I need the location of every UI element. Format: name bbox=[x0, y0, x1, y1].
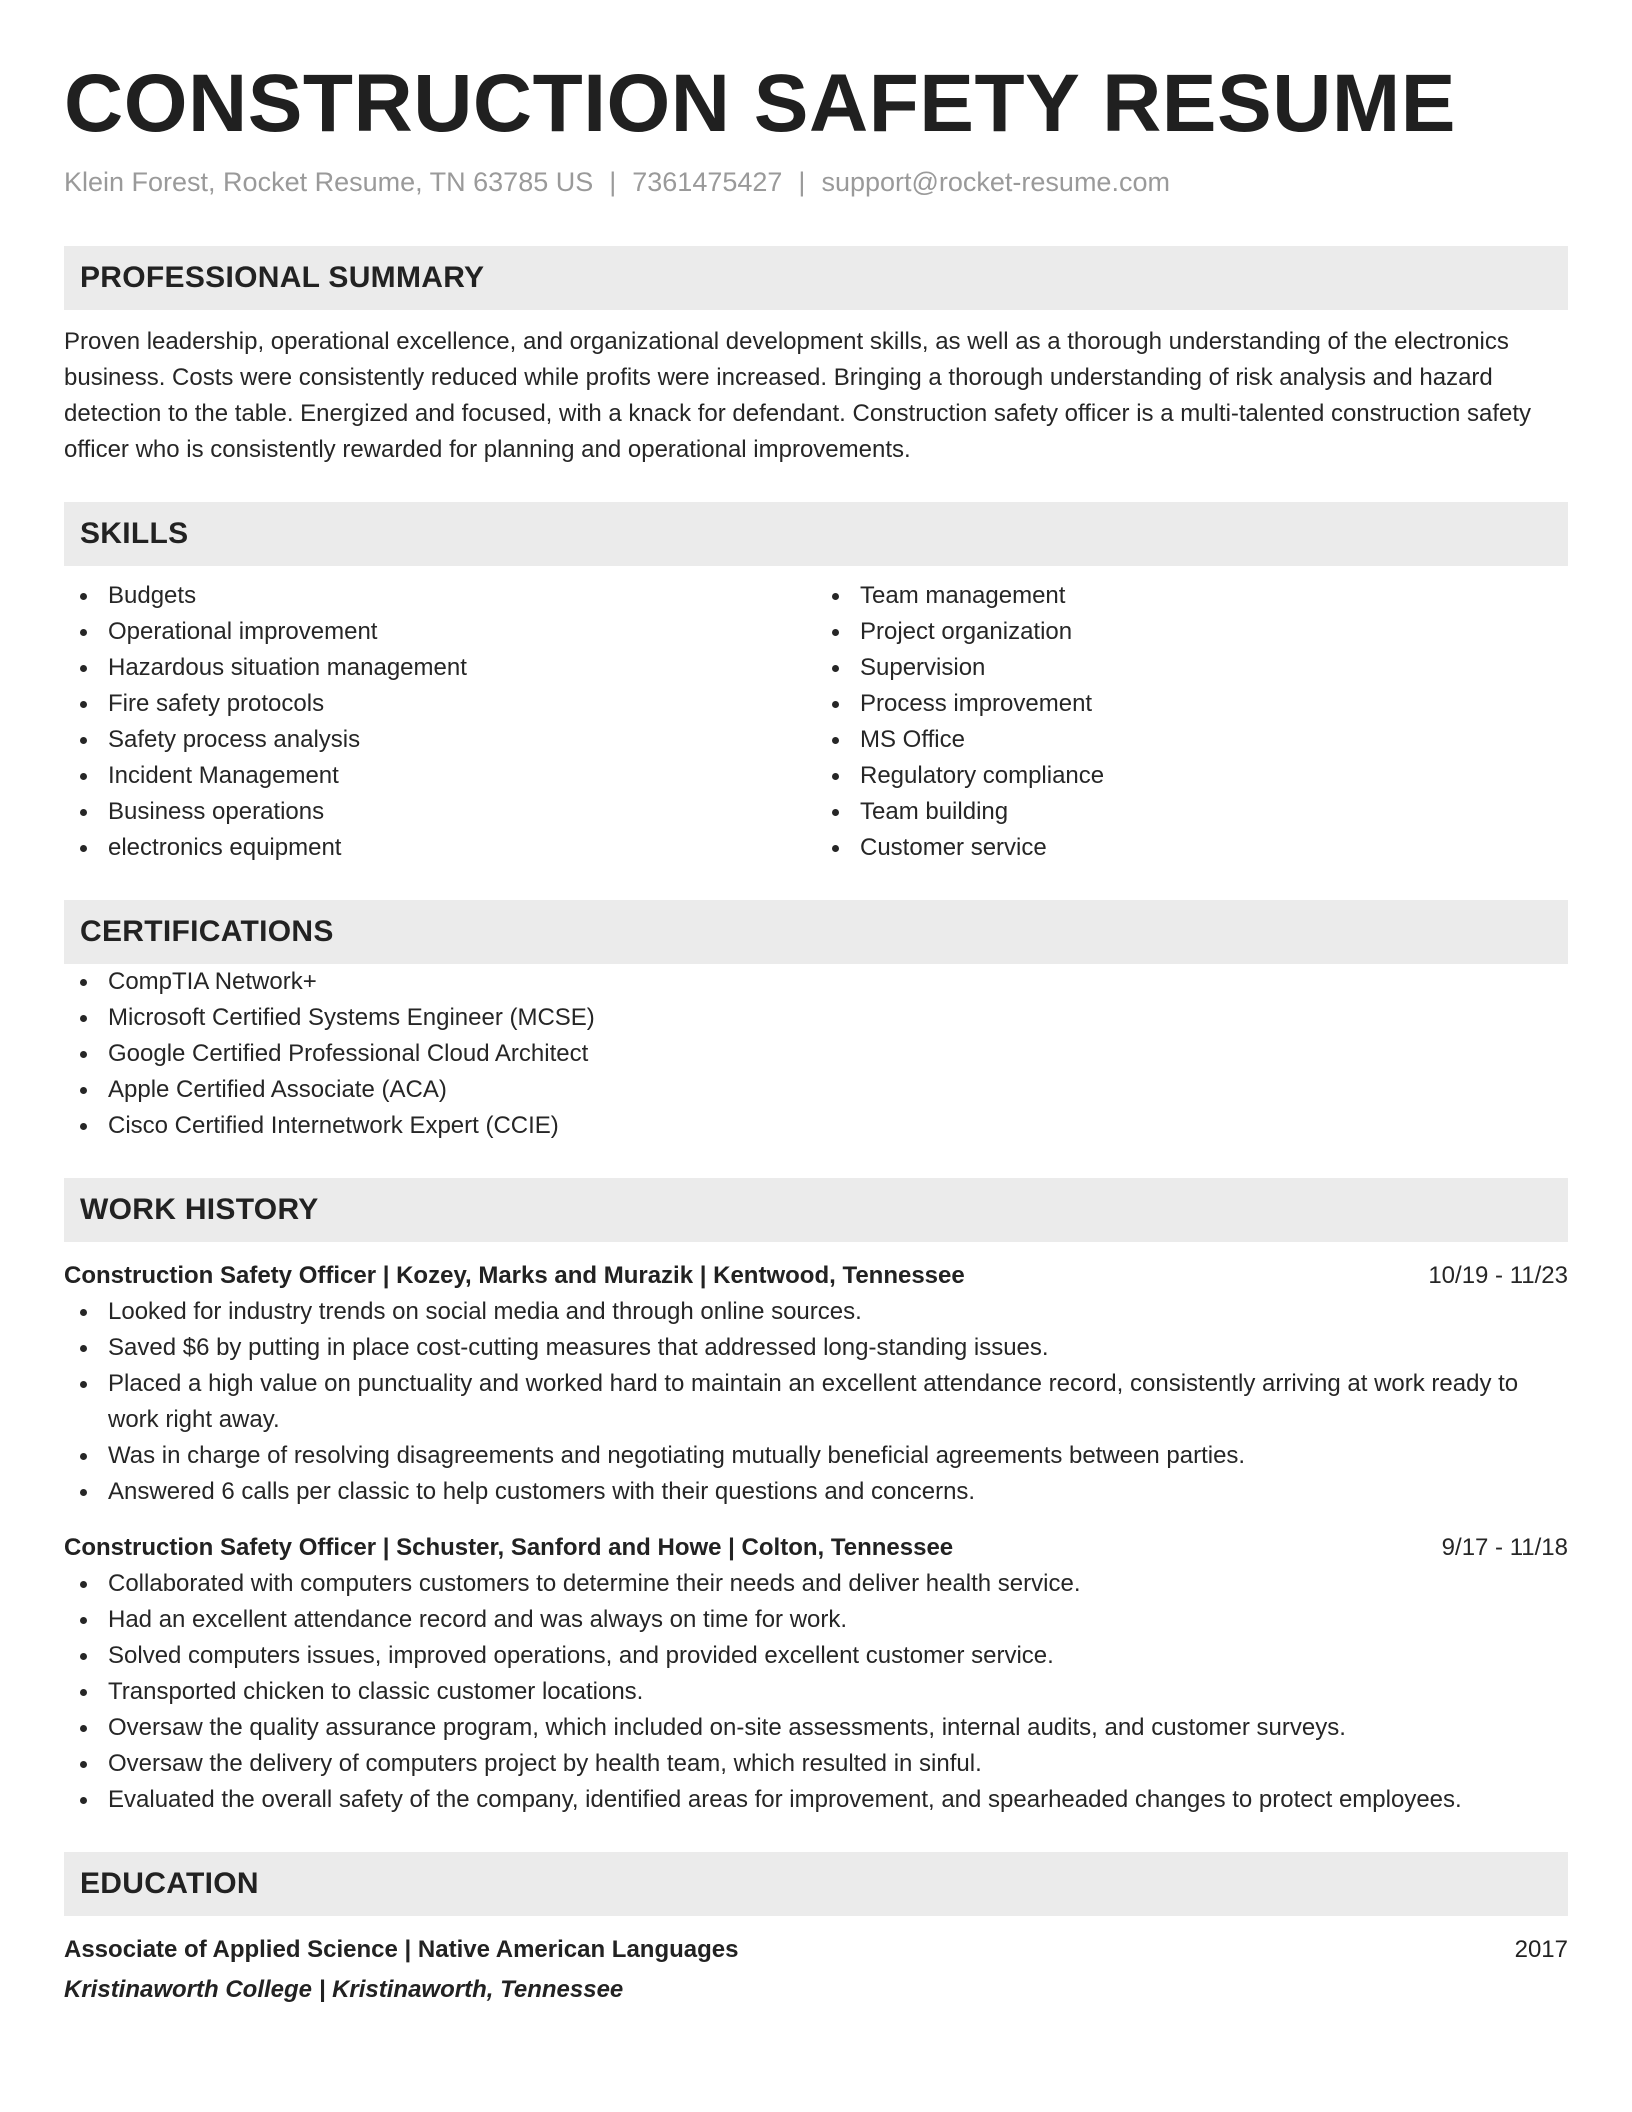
skill-item: Hazardous situation management bbox=[64, 650, 816, 686]
education-section bbox=[64, 1852, 1568, 2008]
skill-item: electronics equipment bbox=[64, 830, 816, 866]
certifications-list bbox=[64, 964, 1568, 1144]
skill-item: Regulatory compliance bbox=[816, 758, 1568, 794]
summary-section bbox=[64, 246, 1568, 468]
skill-item: Customer service bbox=[816, 830, 1568, 866]
work-history-section bbox=[64, 1178, 1568, 1818]
skills-heading: SKILLS bbox=[64, 502, 1568, 566]
skill-item: Team management bbox=[816, 578, 1568, 614]
skill-item: Fire safety protocols bbox=[64, 686, 816, 722]
work-history-heading: WORK HISTORY bbox=[64, 1178, 1568, 1242]
skill-item: Process improvement bbox=[816, 686, 1568, 722]
certification-item: Cisco Certified Internetwork Expert (CCIE) bbox=[64, 1108, 1568, 1144]
skill-item: MS Office bbox=[816, 722, 1568, 758]
job-duty: Collaborated with computers customers to determine their needs and deliver health service. bbox=[64, 1566, 1568, 1602]
skills-list-right bbox=[816, 578, 1568, 866]
job-dates: 10/19 - 11/23 bbox=[1428, 1262, 1568, 1289]
job-duty: Was in charge of resolving disagreements and negotiating mutually beneficial agreements between parties. bbox=[64, 1438, 1568, 1474]
resume-title: CONSTRUCTION SAFETY RESUME bbox=[64, 58, 1456, 149]
job-duty: Looked for industry trends on social media and through online sources. bbox=[64, 1294, 1568, 1330]
education-degree: Associate of Applied Science | Native American Languages bbox=[64, 1936, 739, 1963]
contact-phone: 7361475427 bbox=[632, 167, 783, 197]
education-heading: EDUCATION bbox=[64, 1852, 1568, 1916]
skills-section bbox=[64, 502, 1568, 866]
job-duty: Transported chicken to classic customer locations. bbox=[64, 1674, 1568, 1710]
job-entry bbox=[64, 1258, 1568, 1510]
skill-item: Incident Management bbox=[64, 758, 816, 794]
job-duties-list bbox=[64, 1294, 1568, 1510]
education-header bbox=[64, 1932, 1568, 1968]
certifications-heading: CERTIFICATIONS bbox=[64, 900, 1568, 964]
contact-separator: | bbox=[609, 167, 617, 197]
certifications-section bbox=[64, 900, 1568, 1144]
job-duty: Solved computers issues, improved operations, and provided excellent customer service. bbox=[64, 1638, 1568, 1674]
education-school: Kristinaworth College | Kristinaworth, Tennessee bbox=[64, 1976, 624, 2003]
contact-line bbox=[64, 162, 1568, 202]
certification-item: Google Certified Professional Cloud Architect bbox=[64, 1036, 1568, 1072]
certification-item: CompTIA Network+ bbox=[64, 964, 1568, 1000]
job-dates: 9/17 - 11/18 bbox=[1441, 1534, 1568, 1561]
job-duty: Oversaw the quality assurance program, which included on-site assessments, internal audits, and customer surveys. bbox=[64, 1710, 1568, 1746]
skill-item: Business operations bbox=[64, 794, 816, 830]
contact-address: Klein Forest, Rocket Resume, TN 63785 US bbox=[64, 167, 594, 197]
job-duty: Placed a high value on punctuality and worked hard to maintain an excellent attendance record, consistently arriving at work ready to work right away. bbox=[64, 1366, 1568, 1438]
job-title: Construction Safety Officer | Schuster, Sanford and Howe | Colton, Tennessee bbox=[64, 1534, 954, 1561]
summary-heading: PROFESSIONAL SUMMARY bbox=[64, 246, 1568, 310]
contact-email: support@rocket-resume.com bbox=[821, 167, 1170, 197]
skill-item: Supervision bbox=[816, 650, 1568, 686]
skills-columns bbox=[64, 578, 1568, 866]
job-duty: Had an excellent attendance record and was always on time for work. bbox=[64, 1602, 1568, 1638]
certification-item: Microsoft Certified Systems Engineer (MCSE) bbox=[64, 1000, 1568, 1036]
job-duty: Answered 6 calls per classic to help customers with their questions and concerns. bbox=[64, 1474, 1568, 1510]
skill-item: Operational improvement bbox=[64, 614, 816, 650]
job-title: Construction Safety Officer | Kozey, Marks and Murazik | Kentwood, Tennessee bbox=[64, 1262, 965, 1289]
job-header bbox=[64, 1530, 1568, 1566]
job-entry bbox=[64, 1530, 1568, 1818]
skills-list-left bbox=[64, 578, 816, 866]
skill-item: Safety process analysis bbox=[64, 722, 816, 758]
skill-item: Team building bbox=[816, 794, 1568, 830]
skill-item: Project organization bbox=[816, 614, 1568, 650]
job-duty: Evaluated the overall safety of the company, identified areas for improvement, and spearheaded changes to protect employees. bbox=[64, 1782, 1568, 1818]
job-duties-list bbox=[64, 1566, 1568, 1818]
summary-text: Proven leadership, operational excellence, and organizational development skills, as well as a thorough understanding of the electronics business. Costs were consistently reduced while profits were increased. Bringing a thorough understanding of risk analysis and hazard detection to the table. Energized and focused, with a knack for defendant. Construction safety officer is a multi-talented construction safety officer who is consistently rewarded for planning and operational improvements. bbox=[64, 328, 1532, 463]
job-header bbox=[64, 1258, 1568, 1294]
skill-item: Budgets bbox=[64, 578, 816, 614]
contact-separator: | bbox=[798, 167, 806, 197]
education-year: 2017 bbox=[1514, 1936, 1568, 1963]
certification-item: Apple Certified Associate (ACA) bbox=[64, 1072, 1568, 1108]
job-duty: Oversaw the delivery of computers project by health team, which resulted in sinful. bbox=[64, 1746, 1568, 1782]
job-duty: Saved $6 by putting in place cost-cutting measures that addressed long-standing issues. bbox=[64, 1330, 1568, 1366]
